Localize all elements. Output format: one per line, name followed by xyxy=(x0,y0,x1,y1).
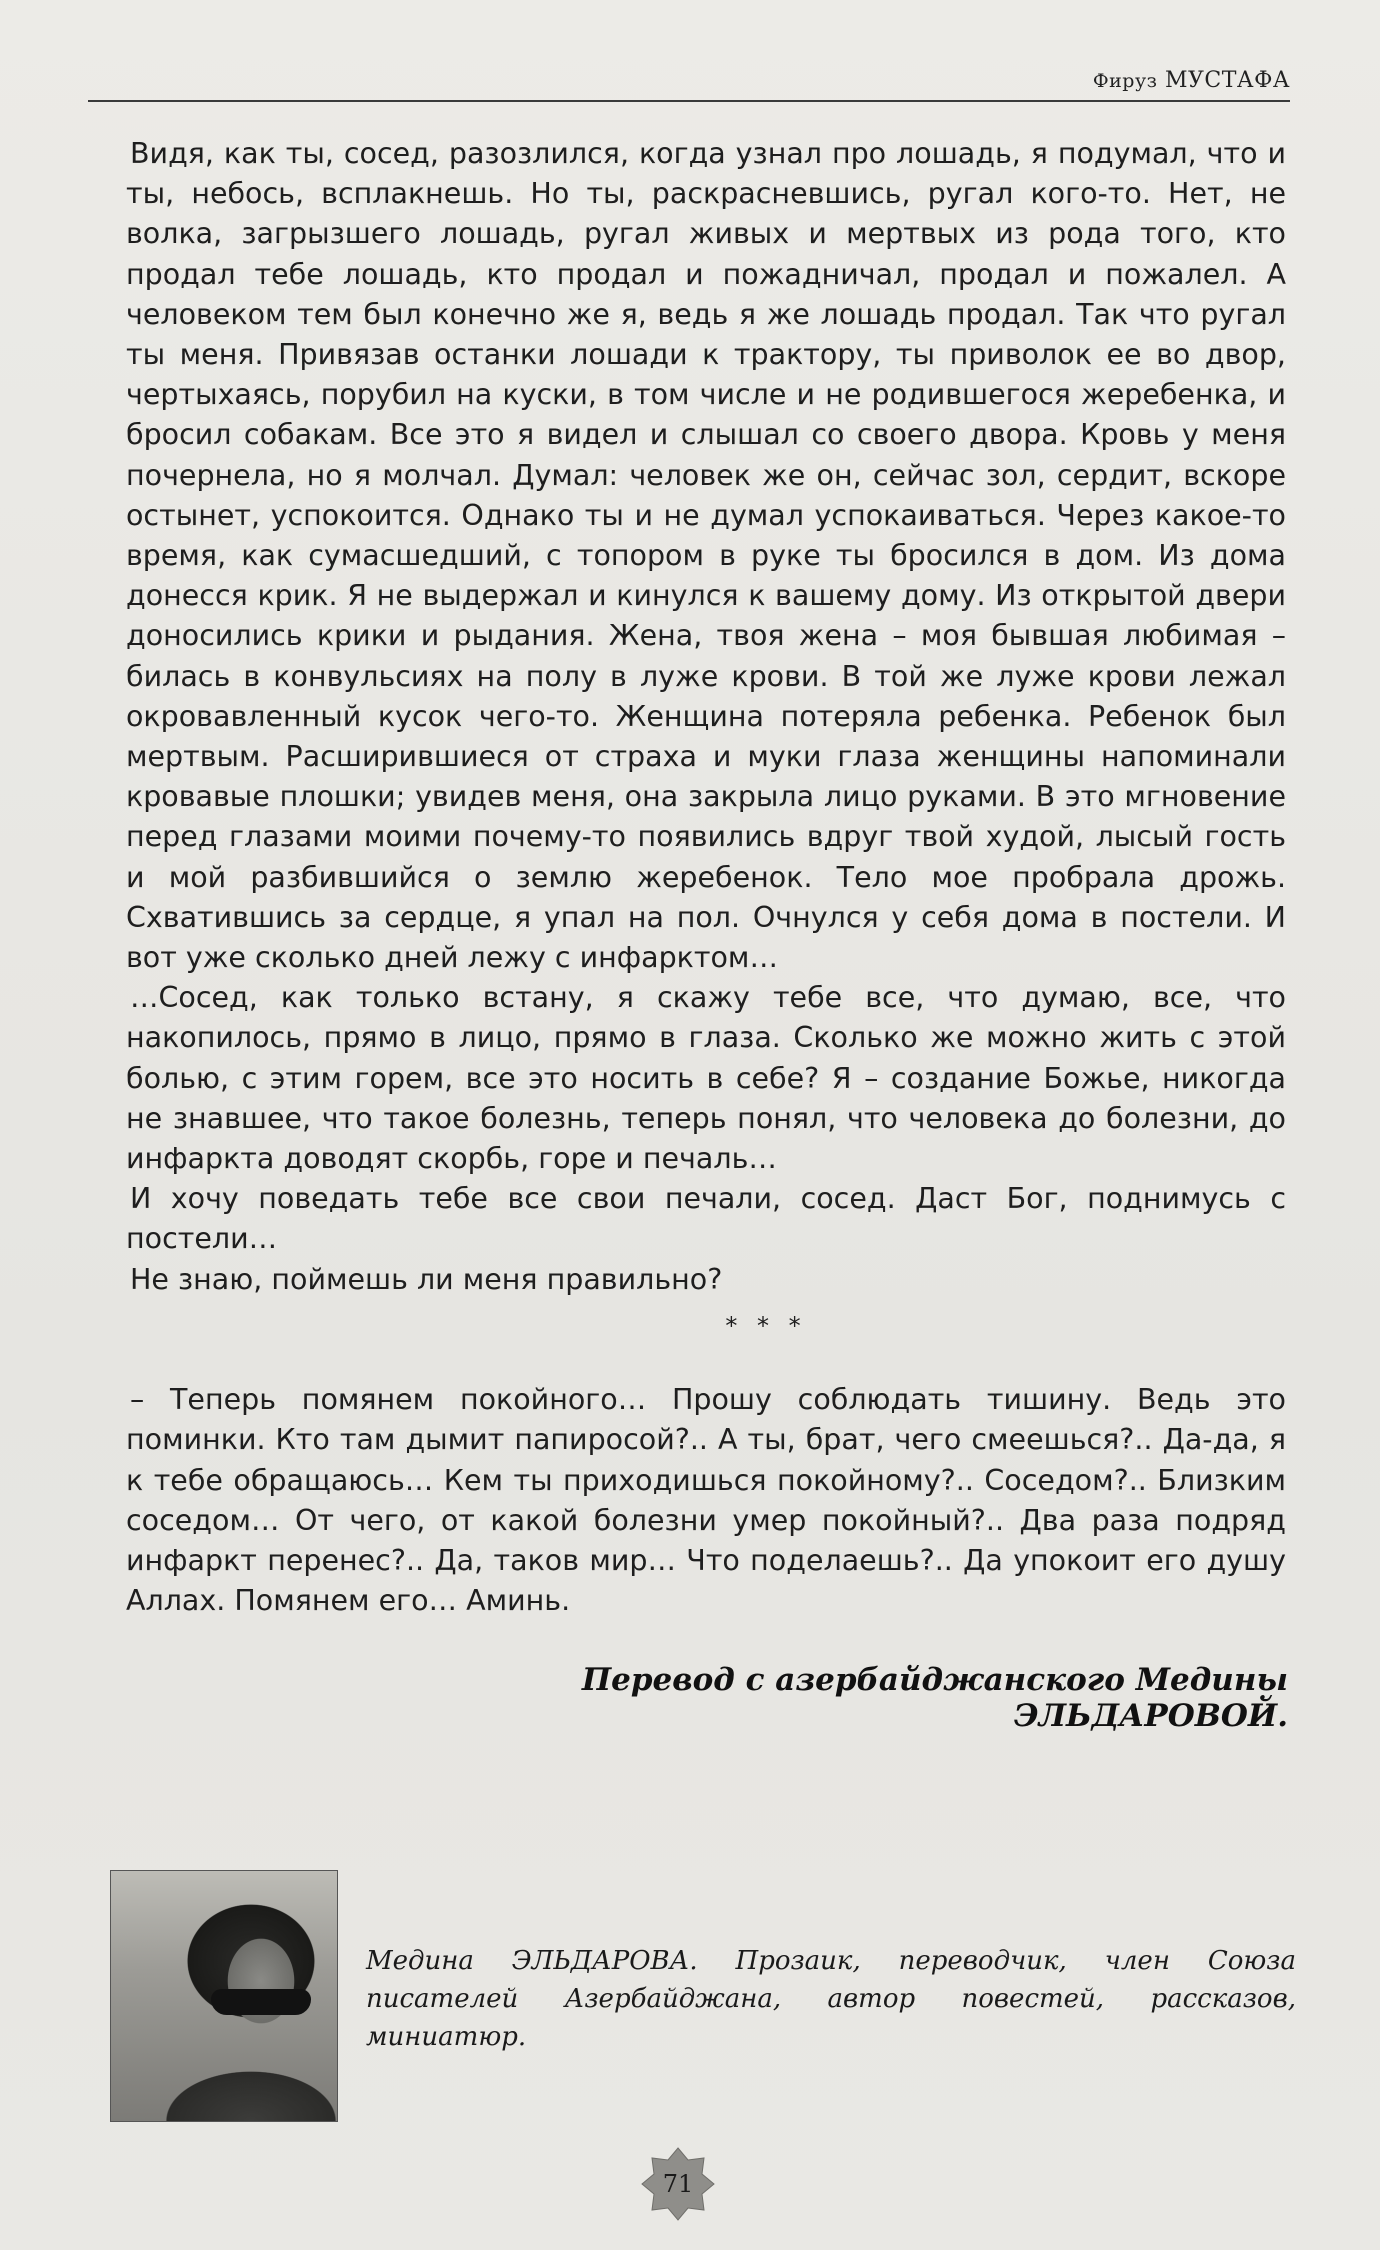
paragraph-1: Видя, как ты, сосед, разозлился, когда узнал про лошадь, я подумал, что и ты, небось, всплакнешь. Но ты, раскрасневшись, ругал кого-то. Нет, не волка, загрызшего лошадь, ругал живых и мертвых из рода того, кто продал тебе лошадь, кто продал и пожадничал, продал и пожалел. А человеком тем был конечно же я, ведь я же лошадь продал. Так что ругал ты меня. Привязав останки лошади к трактору, ты приволок ее во двор, чертыхаясь, порубил на куски, в том числе и не родившегося жеребенка, и бросил собакам. Все это я видел и слышал со своего двора. Кровь у меня почернела, но я молчал. Думал: человек же он, сейчас зол, сердит, вскоре остынет, успокоится. Однако ты и не думал успокаиваться. Через какое-то время, как сумасшедший, с топором в руке ты бросился в дом. Из дома донесся крик. Я не выдержал и кинулся к вашему дому. Из открытой двери доносились крики и рыдания. Жена, твоя жена – моя бывшая любимая – билась в конвульсиях на полу в луже крови. В той же луже крови лежал окровавленный кусок чего-то. Женщина потеряла ребенка. Ребенок был мертвым. Расширившиеся от страха и муки глаза женщины напоминали кровавые плошки; увидев меня, она закрыла лицо руками. В это мгновение перед глазами моими почему-то появились вдруг твой худой, лысый гость и мой разбившийся о землю жеребенок. Тело мое пробрала дрожь. Схватившись за сердце, я упал на пол. Очнулся у себя дома в постели. И вот уже сколько дней лежу с инфарктом… xyxy=(126,137,1286,975)
sunglasses-detail xyxy=(211,1989,311,2015)
running-head-first-name: Фируз xyxy=(1092,70,1158,92)
page-number-badge xyxy=(640,2146,716,2222)
running-head-last-name: МУСТАФА xyxy=(1164,68,1290,93)
paragraph-3: И хочу поведать тебе все свои печали, сосед. Даст Бог, поднимусь с постели… xyxy=(126,1182,1286,1256)
page-number: 71 xyxy=(662,2170,694,2198)
author-bio: Медина ЭЛЬДАРОВА. Прозаик, переводчик, член Союза писателей Азербайджана, автор повестей, рассказов, миниатюр. xyxy=(366,1946,1296,2052)
paragraph-2: …Сосед, как только встану, я скажу тебе все, что думаю, все, что накопилось, прямо в лицо, прямо в глаза. Сколько же можно жить с этой болью, с этим горем, все это носить в себе? Я – создание Божье, никогда не знавшее, что такое болезнь, теперь понял, что человека до болезни, до инфаркта доводят скорбь, горе и печаль… xyxy=(126,981,1286,1176)
header-rule xyxy=(88,100,1290,102)
body-text xyxy=(126,134,1286,1621)
section-separator: * * * xyxy=(725,1311,807,1340)
author-photo xyxy=(110,1870,338,2122)
translation-credit: Перевод с азербайджанского Медины ЭЛЬДАРОВОЙ. xyxy=(581,1662,1288,1734)
paragraph-4: Не знаю, поймешь ли меня правильно? xyxy=(130,1262,723,1296)
running-head xyxy=(1050,68,1290,93)
paragraph-5: – Теперь помянем покойного… Прошу соблюдать тишину. Ведь это поминки. Кто там дымит папиросой?.. А ты, брат, чего смеешься?.. Да-да, я к тебе обращаюсь… Кем ты приходишься покойному?.. Соседом?.. Близким соседом… От чего, от какой болезни умер покойный?.. Два раза подряд инфаркт перенес?.. Да, таков мир… Что поделаешь?.. Да упокоит его душу Аллах. Помянем его… Аминь. xyxy=(126,1383,1286,1618)
